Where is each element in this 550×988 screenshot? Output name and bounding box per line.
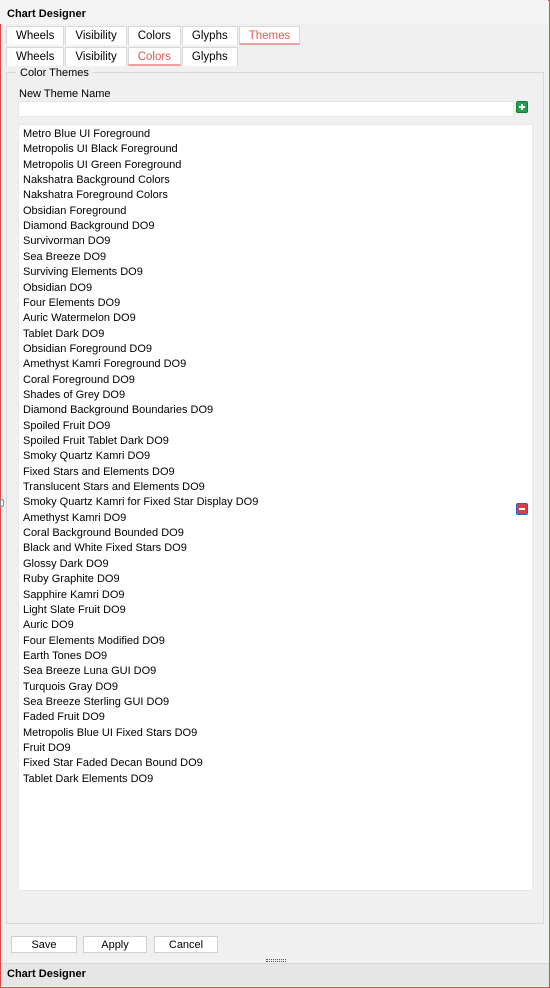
theme-list-item[interactable]: Amethyst Kamri DO9 — [23, 511, 127, 524]
theme-list-item[interactable]: Fruit DO9 — [23, 742, 71, 754]
add-plus-icon[interactable] — [516, 101, 528, 113]
footer-title: Chart Designer — [7, 968, 86, 980]
theme-list-item[interactable]: Earth Tones DO9 — [23, 649, 108, 662]
theme-list-item[interactable]: Surviving Elements DO9 — [23, 266, 143, 279]
theme-list-item[interactable]: Diamond Background DO9 — [23, 220, 155, 233]
theme-list-item[interactable]: Obsidian Foreground DO9 — [23, 342, 153, 355]
apply-button[interactable]: Apply — [83, 936, 147, 953]
group-title: Color Themes — [16, 67, 93, 79]
theme-list-item[interactable]: Light Slate Fruit DO9 — [23, 603, 126, 616]
theme-list-item[interactable]: Black and White Fixed Stars DO9 — [23, 542, 187, 555]
theme-list-item[interactable]: Faded Fruit DO9 — [23, 711, 105, 724]
cancel-button[interactable]: Cancel — [154, 936, 218, 953]
window-title: Chart Designer — [7, 8, 86, 20]
resize-handle-icon[interactable] — [0, 499, 4, 507]
theme-list-item[interactable]: Sea Breeze Sterling GUI DO9 — [23, 695, 170, 708]
theme-list-item[interactable]: Spoiled Fruit DO9 — [23, 419, 111, 432]
subtab-glyphs[interactable]: Glyphs — [182, 47, 238, 66]
theme-list-item[interactable]: Fixed Stars and Elements DO9 — [23, 465, 175, 478]
theme-list-item[interactable]: Ruby Graphite DO9 — [23, 573, 120, 586]
theme-list-item[interactable]: Metropolis Blue UI Fixed Stars DO9 — [23, 726, 198, 739]
new-theme-name-label: New Theme Name — [19, 88, 111, 100]
tab-themes[interactable]: Themes — [239, 26, 301, 45]
theme-list-item[interactable]: Spoiled Fruit Tablet Dark DO9 — [23, 435, 169, 447]
tab-glyphs[interactable]: Glyphs — [182, 26, 238, 45]
subtab-wheels[interactable]: Wheels — [6, 47, 64, 66]
theme-list-item[interactable]: Tablet Dark Elements DO9 — [23, 772, 154, 785]
theme-list-item[interactable]: Four Elements DO9 — [23, 296, 121, 309]
theme-list-item[interactable]: Survivorman DO9 — [23, 235, 111, 248]
new-theme-name-input[interactable] — [18, 101, 514, 117]
tab-visibility[interactable]: Visibility — [65, 26, 126, 45]
splitter-grip-icon[interactable] — [266, 959, 286, 962]
theme-list-item[interactable]: Smoky Quartz Kamri DO9 — [23, 450, 151, 463]
footer-bar — [1, 963, 549, 986]
tab-colors[interactable]: Colors — [128, 26, 181, 45]
theme-list-item[interactable]: Nakshatra Background Colors — [23, 174, 170, 187]
theme-list-item[interactable]: Obsidian Foreground — [23, 204, 127, 217]
theme-list-item[interactable]: Four Elements Modified DO9 — [23, 634, 165, 647]
theme-list-item[interactable]: Auric DO9 — [23, 619, 74, 632]
theme-list-item[interactable]: Metro Blue UI Foreground — [23, 128, 151, 140]
theme-list-item[interactable]: Sapphire Kamri DO9 — [23, 588, 125, 601]
tab-wheels[interactable]: Wheels — [6, 26, 64, 45]
theme-list-item[interactable]: Glossy Dark DO9 — [23, 557, 109, 570]
theme-list-item[interactable]: Coral Background Bounded DO9 — [23, 527, 184, 540]
top-tab-row — [6, 26, 301, 46]
theme-list-item[interactable]: Smoky Quartz Kamri for Fixed Star Display DO9 — [23, 496, 259, 509]
sub-tab-row — [6, 47, 239, 67]
theme-list-item[interactable]: Amethyst Kamri Foreground DO9 — [23, 358, 187, 371]
theme-list-item[interactable]: Sea Breeze DO9 — [23, 250, 107, 263]
subtab-visibility[interactable]: Visibility — [65, 47, 126, 66]
title-bar — [0, 0, 548, 24]
theme-list-item[interactable]: Tablet Dark DO9 — [23, 327, 105, 340]
theme-list-item[interactable]: Coral Foreground DO9 — [23, 373, 135, 386]
theme-list-item[interactable]: Turquois Gray DO9 — [23, 680, 118, 693]
theme-list-item[interactable]: Obsidian DO9 — [23, 281, 93, 294]
theme-list-item[interactable]: Diamond Background Boundaries DO9 — [23, 404, 214, 417]
theme-list-item[interactable]: Translucent Stars and Elements DO9 — [23, 481, 205, 494]
theme-list-item[interactable]: Auric Watermelon DO9 — [23, 312, 136, 325]
theme-list-item[interactable]: Metropolis UI Green Foreground — [23, 158, 182, 171]
theme-list-item[interactable]: Sea Breeze Luna GUI DO9 — [23, 665, 157, 678]
remove-minus-icon[interactable] — [516, 503, 528, 515]
theme-list-item[interactable]: Shades of Grey DO9 — [23, 388, 126, 401]
theme-list-item[interactable]: Metropolis UI Black Foreground — [23, 143, 178, 156]
theme-list-item[interactable]: Nakshatra Foreground Colors — [23, 189, 168, 202]
save-button[interactable]: Save — [11, 936, 77, 953]
subtab-colors[interactable]: Colors — [128, 47, 181, 66]
theme-list[interactable] — [18, 124, 533, 891]
theme-list-item[interactable]: Fixed Star Faded Decan Bound DO9 — [23, 757, 203, 770]
